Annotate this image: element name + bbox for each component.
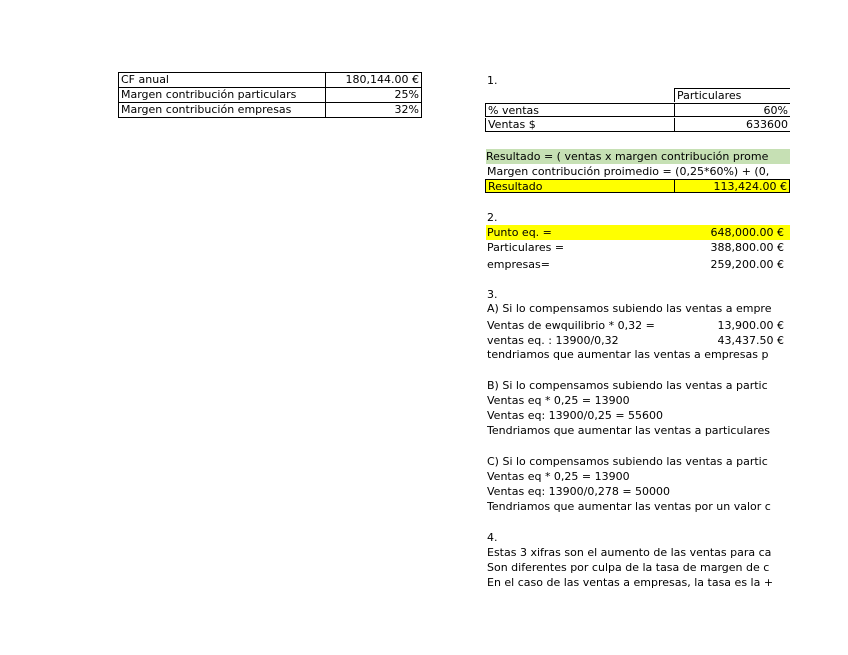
ventas-value: 633600	[674, 118, 790, 132]
pct-ventas-label: % ventas	[485, 103, 675, 117]
row-label: Margen contribución empresas	[119, 103, 326, 118]
option-c-line1: Ventas eq * 0,25 = 13900	[487, 470, 630, 483]
ventas-label: Ventas $	[485, 118, 675, 132]
option-c-title: C) Si lo compensamos subiendo las ventas a partic	[487, 455, 768, 468]
formula-line: Resultado = ( ventas x margen contribución prome	[486, 149, 790, 164]
margin-line: Margen contribución proimedio = (0,25*60%) + (0,	[487, 165, 770, 178]
particulares-eq-value: 388,800.00 €	[710, 241, 784, 254]
option-a-line1-value: 13,900.00 €	[717, 319, 784, 332]
option-b-line3: Tendriamos que aumentar las ventas a particulares	[487, 424, 771, 437]
option-a-line2-label: ventas eq. : 13900/0,32	[487, 334, 619, 347]
conclusion-line2: Son diferentes por culpa de la tasa de margen de c	[487, 561, 770, 574]
empresas-eq-value: 259,200.00 €	[710, 258, 784, 271]
option-b-title: B) Si lo compensamos subiendo las ventas a partic	[487, 379, 768, 392]
section-2-number: 2.	[487, 211, 498, 224]
break-even-value: 648,000.00 €	[710, 226, 784, 239]
option-a-line1-label: Ventas de ewquilibrio * 0,32 =	[487, 319, 655, 332]
option-a-title: A) Si lo compensamos subiendo las ventas a empre	[487, 302, 772, 315]
option-c-line2: Ventas eq: 13900/0,278 = 50000	[487, 485, 671, 498]
option-b-line1: Ventas eq * 0,25 = 13900	[487, 394, 630, 407]
break-even-label: Punto eq. =	[487, 226, 552, 239]
row-value: 32%	[326, 103, 422, 118]
result-label: Resultado	[485, 179, 675, 193]
section-1-number: 1.	[487, 74, 498, 87]
row-value: 25%	[326, 88, 422, 103]
option-a-line2-value: 43,437.50 €	[717, 334, 784, 347]
result-value: 113,424.00 €	[674, 179, 790, 193]
row-label: Margen contribución particulars	[119, 88, 326, 103]
option-c-line3: Tendriamos que aumentar las ventas por un valor c	[487, 500, 771, 513]
option-a-line3: tendriamos que aumentar las ventas a empresas p	[487, 348, 769, 361]
empresas-eq-label: empresas=	[487, 258, 550, 271]
section-3-number: 3.	[487, 288, 498, 301]
row-value: 180,144.00 €	[326, 73, 422, 88]
row-label: CF anual	[119, 73, 326, 88]
pct-ventas-value: 60%	[674, 103, 790, 117]
option-b-line2: Ventas eq: 13900/0,25 = 55600	[487, 409, 664, 422]
section-4-number: 4.	[487, 531, 498, 544]
particulares-header: Particulares	[674, 88, 790, 102]
conclusion-line3: En el caso de las ventas a empresas, la tasa es la +	[487, 576, 774, 589]
conclusion-line1: Estas 3 xifras son el aumento de las ventas para ca	[487, 546, 772, 559]
particulares-eq-label: Particulares =	[487, 241, 565, 254]
